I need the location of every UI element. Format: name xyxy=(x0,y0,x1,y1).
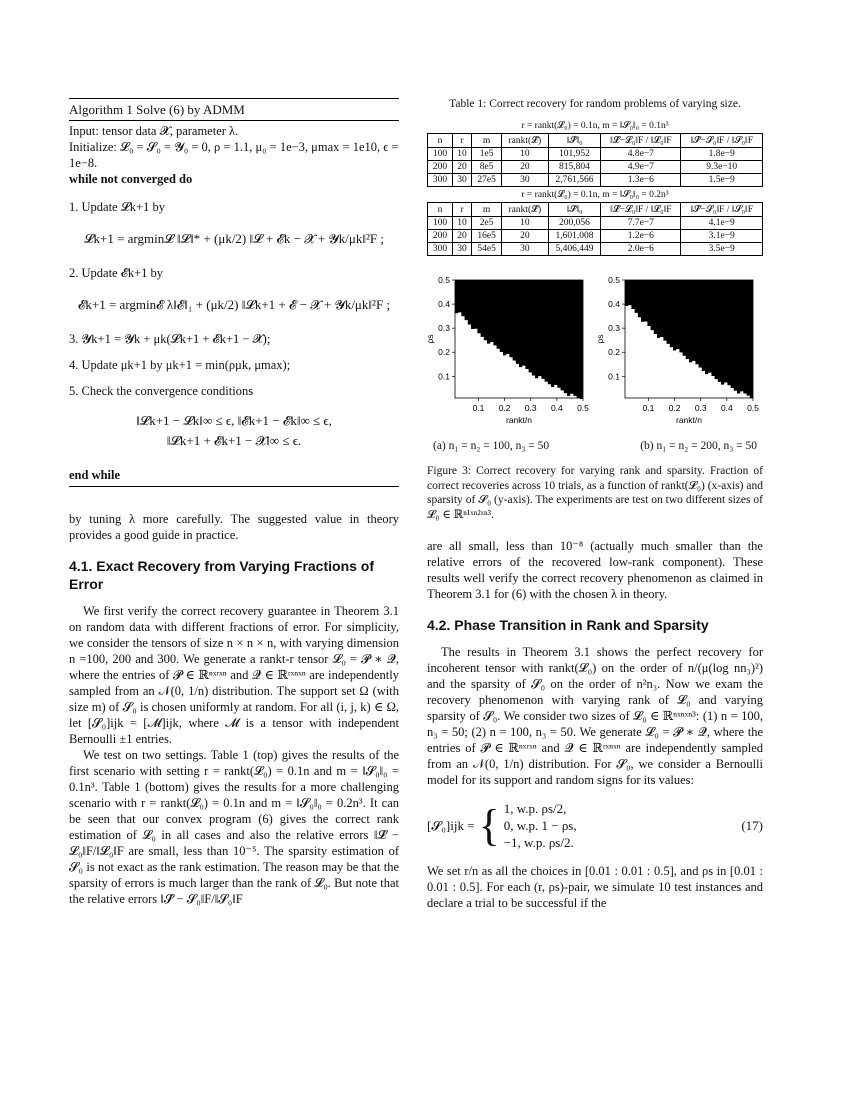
equation-17-case-3: −1, w.p. ρs/2. xyxy=(503,835,574,850)
table-cell: 10 xyxy=(502,148,549,161)
equation-17-case-2: 0, w.p. 1 − ρs, xyxy=(503,818,577,833)
phase-transition-plot-b xyxy=(597,274,762,434)
section-heading-4-1: 4.1. Exact Recovery from Varying Fractions of Error xyxy=(69,558,375,592)
table-row xyxy=(428,217,763,230)
y-axis-label: ρs xyxy=(595,334,605,344)
figure-3-subcaptions xyxy=(427,440,763,452)
algorithm-step-5: 5. Check the convergence conditions xyxy=(69,384,254,398)
table-cell: 10 xyxy=(502,217,549,230)
table-cell: 101,952 xyxy=(548,148,601,161)
table-cell: 30 xyxy=(452,174,471,187)
x-tick-label: 0.2 xyxy=(668,403,681,413)
col-n: n xyxy=(428,134,453,148)
algorithm-body xyxy=(69,123,399,486)
table-cell: 100 xyxy=(428,148,453,161)
col-sparsity: ‖𝓢̂‖₀ xyxy=(548,134,601,148)
table-cell: 30 xyxy=(502,243,549,256)
algorithm-title: Algorithm 1 Solve (6) by ADMM xyxy=(69,102,245,117)
algorithm-bottom-rule xyxy=(69,486,399,487)
table-row xyxy=(428,243,763,256)
table-cell: 20 xyxy=(452,161,471,174)
table-cell: 16e5 xyxy=(472,230,502,243)
table-cell: 20 xyxy=(502,230,549,243)
convergence-condition-2: ‖𝓛k+1 + 𝓔k+1 − 𝓧‖∞ ≤ ϵ. xyxy=(166,433,302,448)
subcaption-a: (a) n₁ = n₂ = 100, n₃ = 50 xyxy=(433,440,550,452)
table-cell: 1.3e−6 xyxy=(601,174,681,187)
col-m: m xyxy=(472,203,502,217)
figure-3-caption: Figure 3: Correct recovery for varying rank and sparsity. Fraction of correct recoveries across 10 trials, as a function of rankt(𝓛₀) (x-axis) and sparsity of 𝓢₀ (y-axis). The experiments are test on two different sizes of 𝓛₀ ∈ ℝⁿ¹ˣⁿ²ˣⁿ³. xyxy=(427,465,763,521)
equation-L-update: 𝓛k+1 = argmin𝓛 ‖𝓛‖* + (μk/2) ‖𝓛 + 𝓔k − 𝓧 + 𝓨k/μk‖²F ; xyxy=(84,231,384,246)
y-tick-label: 0.2 xyxy=(608,347,620,358)
table-cell: 3.5e−9 xyxy=(681,243,763,256)
table-cell: 200,056 xyxy=(548,217,601,230)
table-cell: 2e5 xyxy=(472,217,502,230)
col-n: n xyxy=(428,203,453,217)
table-cell: 4.1e−9 xyxy=(681,217,763,230)
y-tick-label: 0.2 xyxy=(438,347,450,358)
col-S-error: ‖𝓢̂−𝓢₀‖F / ‖𝓢₀‖F xyxy=(681,134,763,148)
algorithm-step-3: 3. 𝓨k+1 = 𝓨k + μk(𝓛k+1 + 𝓔k+1 − 𝓧); xyxy=(69,332,271,346)
algorithm-initialize: Initialize: 𝓛₀ = 𝓢₀ = 𝓨₀ = 0, ρ = 1.1, μ₀ = 1e−3, μmax = 1e10, ϵ = 1e−8. xyxy=(69,140,399,170)
x-tick-label: 0.1 xyxy=(472,403,485,413)
paragraph-setup: We set r/n as all the choices in [0.01 : 0.01 : 0.5], and ρs in [0.01 : 0.01 : 0.5]. For each (r, ρs)-pair, we simulate 10 test instances and declare a trial to be successful if the xyxy=(427,864,763,910)
table-cell: 30 xyxy=(452,243,471,256)
table-cell: 4.9e−7 xyxy=(601,161,681,174)
left-column xyxy=(69,98,399,907)
equation-17-number: (17) xyxy=(741,817,763,833)
table-cell: 1.2e−6 xyxy=(601,230,681,243)
section-heading-4-2: 4.2. Phase Transition in Rank and Sparsity xyxy=(427,617,709,633)
algorithm-step-4: 4. Update μk+1 by μk+1 = min(ρμk, μmax); xyxy=(69,358,291,372)
paragraph-continued: by tuning λ more carefully. The suggested value in theory provides a good guide in practice. xyxy=(69,512,399,542)
x-tick-label: 0.2 xyxy=(498,403,511,413)
table-cell: 9.3e−10 xyxy=(681,161,763,174)
table-cell: 20 xyxy=(502,161,549,174)
table-cell: 5,406,449 xyxy=(548,243,601,256)
col-r: r xyxy=(452,134,471,148)
algorithm-while: while not converged do xyxy=(69,172,193,186)
y-tick-label: 0.4 xyxy=(608,299,620,310)
subcaption-b: (b) n₁ = n₂ = 200, n₃ = 50 xyxy=(640,440,757,452)
table-1-header-row-bottom xyxy=(428,203,763,217)
algorithm-input: Input: tensor data 𝓧, parameter λ. xyxy=(69,124,239,138)
col-m: m xyxy=(472,134,502,148)
table-cell: 1e5 xyxy=(472,148,502,161)
paragraph-phase-transition: The results in Theorem 3.1 shows the perfect recovery for incoherent tensor with rankt(𝓛₀) on the order of n/(μ(log nn₃)²) and the sparsity of 𝓢₀ on the order of n²n₃. Now we exam the recovery phenomenon with varying rank of 𝓛₀ and varying sparsity of 𝓢₀. We consider two sizes of 𝓛₀ ∈ ℝⁿˣⁿˣⁿ³: (1) n = 100, n₃ = 50; (2) n = 100, n₃ = 50. We generate 𝓛₀ = 𝓟 ∗ 𝓠, where the entries of 𝓟 ∈ ℝⁿˣʳˣⁿ and 𝓠 ∈ ℝʳˣⁿˣⁿ are independently sampled from an 𝒩(0, 1/n) distribution. For 𝓢₀, we consider a Bernoulli model for its support and random signs for its values: xyxy=(427,645,763,787)
table-row xyxy=(428,174,763,187)
algorithm-end: end while xyxy=(69,468,121,482)
table-cell: 815,804 xyxy=(548,161,601,174)
table-cell: 27e5 xyxy=(472,174,502,187)
y-tick-label: 0.3 xyxy=(608,323,620,334)
col-sparsity: ‖𝓢̂‖₀ xyxy=(548,203,601,217)
table-cell: 2.0e−6 xyxy=(601,243,681,256)
y-tick-label: 0.1 xyxy=(608,371,620,382)
table-cell: 100 xyxy=(428,217,453,230)
right-column xyxy=(427,98,763,911)
table-cell: 1.5e−9 xyxy=(681,174,763,187)
table-1 xyxy=(427,118,763,256)
figure-3-plots xyxy=(427,274,763,434)
table-cell: 3.1e−9 xyxy=(681,230,763,243)
x-tick-label: 0.3 xyxy=(694,403,707,413)
table-row xyxy=(428,230,763,243)
table-cell: 7.7e−7 xyxy=(601,217,681,230)
convergence-condition-1: ‖𝓛k+1 − 𝓛k‖∞ ≤ ϵ, ‖𝓔k+1 − 𝓔k‖∞ ≤ ϵ, xyxy=(136,413,332,428)
table-1-subheader-top: r = rankt(𝓛₀) = 0.1n, m = ‖𝓢₀‖₀ = 0.1n³ xyxy=(521,121,669,131)
table-cell: 20 xyxy=(452,230,471,243)
equation-E-update: 𝓔k+1 = argmin𝓔 λ‖𝓔‖₁ + (μk/2) ‖𝓛k+1 + 𝓔 − 𝓧 + 𝓨k/μk‖²F ; xyxy=(77,297,391,312)
equation-17-lhs: [𝓢₀]ijk = xyxy=(427,817,475,833)
col-r: r xyxy=(452,203,471,217)
y-tick-label: 0.1 xyxy=(438,371,450,382)
brace-glyph: { xyxy=(478,800,500,850)
equation-17 xyxy=(427,800,763,851)
y-tick-label: 0.3 xyxy=(438,323,450,334)
y-axis-label: ρs xyxy=(425,334,435,344)
table-cell: 10 xyxy=(452,217,471,230)
col-S-error: ‖𝓢̂−𝓢₀‖F / ‖𝓢₀‖F xyxy=(681,203,763,217)
table-cell: 30 xyxy=(502,174,549,187)
table-1-caption: Table 1: Correct recovery for random problems of varying size. xyxy=(449,98,741,110)
paragraph-exact-recovery: We first verify the correct recovery guarantee in Theorem 3.1 on random data with different fractions of error. For simplicity, we consider the tensors of size n × n × n, with varying dimension n =100, 200 and 300. We generate a rankt-r tensor 𝓛₀ = 𝓟 ∗ 𝓠, where the entries of 𝓟 ∈ ℝⁿˣʳˣⁿ and 𝓠 ∈ ℝʳˣⁿˣⁿ are independently sampled from an 𝒩(0, 1/n) distribution. The support set Ω (with size m) of 𝓢₀ is chosen uniformly at random. For all (i, j, k) ∈ Ω, let [𝓢₀]ijk = [𝓜]ijk, where 𝓜 is a tensor with independent Bernoulli ±1 entries. xyxy=(69,604,399,746)
table-1-subheader-bottom: r = rankt(𝓛₀) = 0.1n, m = ‖𝓢₀‖₀ = 0.2n³ xyxy=(521,190,669,200)
table-cell: 200 xyxy=(428,161,453,174)
x-axis-label: rankt/n xyxy=(676,415,702,425)
y-tick-label: 0.5 xyxy=(608,275,620,285)
table-cell: 200 xyxy=(428,230,453,243)
x-tick-label: 0.1 xyxy=(642,403,655,413)
table-cell: 8e5 xyxy=(472,161,502,174)
table-cell: 1,601,008 xyxy=(548,230,601,243)
table-cell: 10 xyxy=(452,148,471,161)
algorithm-step-1: 1. Update 𝓛k+1 by xyxy=(69,200,165,214)
table-row xyxy=(428,148,763,161)
table-cell: 300 xyxy=(428,174,453,187)
y-tick-label: 0.5 xyxy=(438,275,450,285)
table-cell: 54e5 xyxy=(472,243,502,256)
equation-17-case-1: 1, w.p. ρs/2, xyxy=(503,801,567,816)
table-cell: 1.8e−9 xyxy=(681,148,763,161)
col-L-error: ‖𝓛̂−𝓛₀‖F / ‖𝓛₀‖F xyxy=(601,203,681,217)
table-1-header-row-top xyxy=(428,134,763,148)
y-tick-label: 0.4 xyxy=(438,299,450,310)
x-tick-label: 0.3 xyxy=(524,403,537,413)
table-row xyxy=(428,161,763,174)
paragraph-results: are all small, less than 10⁻⁸ (actually much smaller than the relative errors of the recovered low-rank component). These results well verify the correct recovery phenomenon as claimed in Theorem 3.1 for (6) with the chosen λ in theory. xyxy=(427,539,763,601)
x-tick-label: 0.5 xyxy=(577,403,589,413)
x-tick-label: 0.4 xyxy=(550,403,563,413)
col-L-error: ‖𝓛̂−𝓛₀‖F / ‖𝓛₀‖F xyxy=(601,134,681,148)
algorithm-step-2: 2. Update 𝓔k+1 by xyxy=(69,266,164,280)
col-rank: rankt(𝓛̂) xyxy=(502,203,549,217)
table-cell: 2,761,566 xyxy=(548,174,601,187)
algorithm-title-rule xyxy=(69,120,399,121)
x-tick-label: 0.4 xyxy=(720,403,733,413)
paragraph-two-settings: We test on two settings. Table 1 (top) gives the results of the first scenario with setting r = rankt(𝓛₀) = 0.1n and m = ‖𝓢₀‖₀ = 0.1n³. Table 1 (bottom) gives the results for a more challenging scenario with r = rankt(𝓛₀) = 0.1n and m = ‖𝓢₀‖₀ = 0.2n³. It can be seen that our convex program (6) gives the correct rank estimation of 𝓛₀ in all cases and also the relative errors ‖𝓛̂ − 𝓛₀‖F/‖𝓛₀‖F are small, less than 10⁻⁵. The sparsity estimation of 𝓢₀ is not exact as the rank estimation. The reason may be that the sparsity of errors is much larger than the rank of 𝓛₀. But note that the relative errors ‖𝓢̂ − 𝓢₀‖F/‖𝓢₀‖F xyxy=(69,748,399,906)
col-rank: rankt(𝓛̂) xyxy=(502,134,549,148)
x-axis-label: rankt/n xyxy=(506,415,532,425)
table-cell: 300 xyxy=(428,243,453,256)
phase-transition-plot-a xyxy=(427,274,592,434)
table-cell: 4.8e−7 xyxy=(601,148,681,161)
x-tick-label: 0.5 xyxy=(747,403,759,413)
